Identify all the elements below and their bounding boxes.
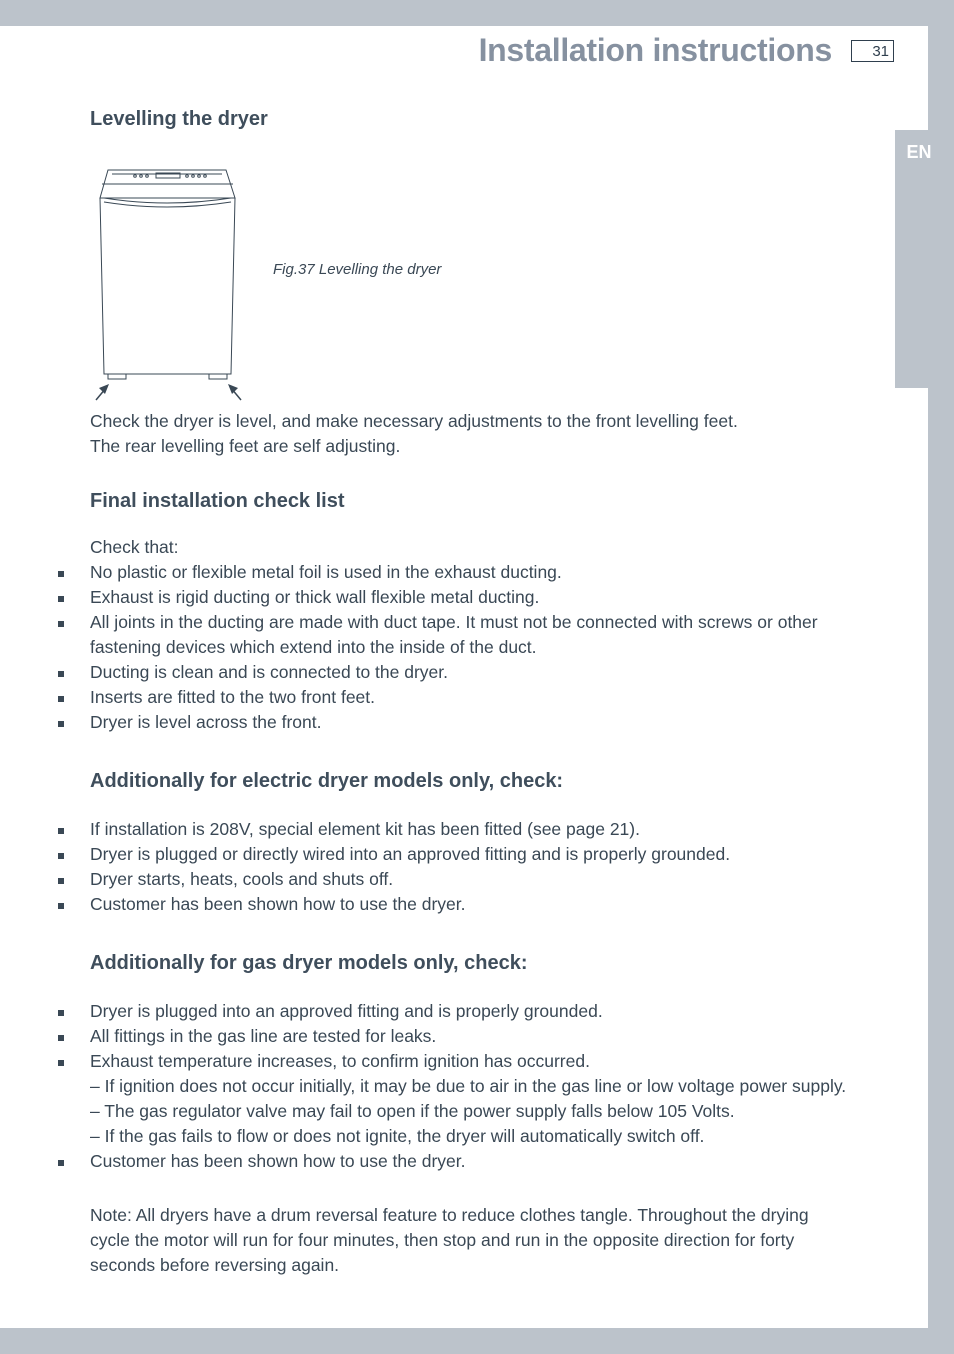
electric-check-heading: Additionally for electric dryer models only, check: [90,770,564,792]
bullet-icon [58,571,64,577]
note-line: cycle the motor will run for four minutes, then stop and run in the opposite direction for forty [90,1230,795,1250]
bullet-icon [58,878,64,884]
bullet-icon [58,1035,64,1041]
final-check-list [0,535,900,735]
bullet-icon [58,696,64,702]
language-tab [895,130,932,388]
levelling-heading: Levelling the dryer [90,108,268,130]
dryer-illustration [90,164,250,404]
sub-item: – If ignition does not occur initially, it may be due to air in the gas line or low voltage power supply. [90,1076,847,1096]
page-number: 31 [851,40,894,62]
list-item: All joints in the ducting are made with duct tape. It must not be connected with screws or other [0,610,900,635]
gas-check-list [0,999,900,1174]
note-line: Note: All dryers have a drum reversal feature to reduce clothes tangle. Throughout the drying [90,1205,809,1225]
final-check-heading: Final installation check list [90,490,345,512]
note-line: seconds before reversing again. [90,1255,340,1275]
list-item: Customer has been shown how to use the dryer. [0,1149,900,1174]
page-title: Installation instructions [478,32,832,68]
list-item: Dryer is plugged or directly wired into an approved fitting and is properly grounded. [0,842,900,867]
list-item: Ducting is clean and is connected to the dryer. [0,660,900,685]
bullet-icon [58,853,64,859]
list-item: Inserts are fitted to the two front feet. [0,685,900,710]
gas-check-heading: Additionally for gas dryer models only, check: [90,952,528,974]
list-item: Exhaust temperature increases, to confirm ignition has occurred. [0,1049,900,1074]
list-item: Dryer is plugged into an approved fitting and is properly grounded. [0,999,900,1024]
list-item: Dryer is level across the front. [0,710,900,735]
bullet-icon [58,721,64,727]
list-item: No plastic or flexible metal foil is used in the exhaust ducting. [0,560,900,585]
levelling-line: Check the dryer is level, and make necessary adjustments to the front levelling feet. [90,411,738,431]
bullet-icon [58,671,64,677]
levelling-text [90,409,738,459]
list-item: If installation is 208V, special element kit has been fitted (see page 21). [0,817,900,842]
sub-item: – The gas regulator valve may fail to open if the power supply falls below 105 Volts. [90,1101,735,1121]
bullet-icon [58,828,64,834]
bullet-icon [58,1160,64,1166]
list-item: Dryer starts, heats, cools and shuts off. [0,867,900,892]
levelling-line: The rear levelling feet are self adjusting. [90,436,401,456]
list-item-continuation: fastening devices which extend into the inside of the duct. [90,637,537,657]
figure-caption: Fig.37 Levelling the dryer [273,261,442,278]
bullet-icon [58,903,64,909]
language-tab-label: EN [906,142,932,162]
bullet-icon [58,621,64,627]
drum-reversal-note [90,1203,809,1278]
bullet-icon [58,1060,64,1066]
sub-item: – If the gas fails to flow or does not ignite, the dryer will automatically switch off. [90,1126,705,1146]
list-item: All fittings in the gas line are tested for leaks. [0,1024,900,1049]
bullet-icon [58,1010,64,1016]
final-check-intro: Check that: [90,537,179,557]
list-item: Exhaust is rigid ducting or thick wall flexible metal ducting. [0,585,900,610]
bullet-icon [58,596,64,602]
list-item: Customer has been shown how to use the dryer. [0,892,900,917]
electric-check-list [0,817,900,917]
